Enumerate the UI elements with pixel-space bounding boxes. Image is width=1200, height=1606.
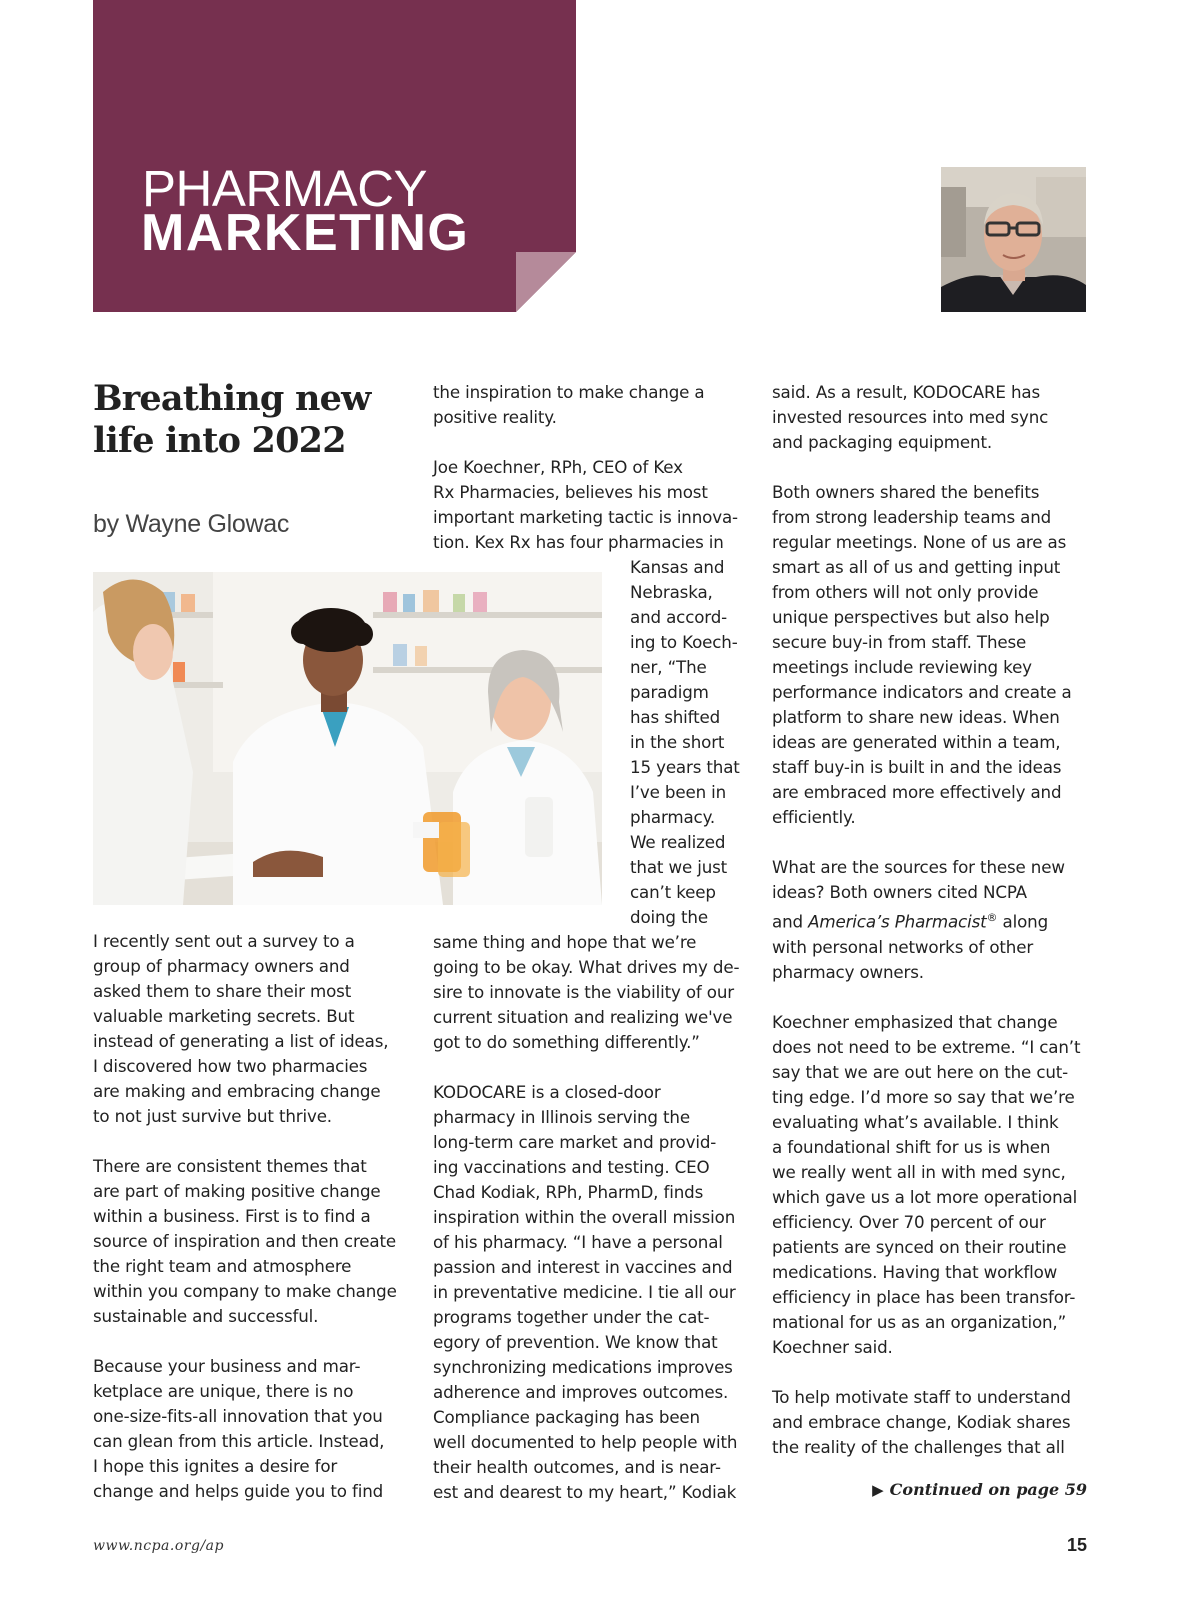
article-byline: by Wayne Glowac (93, 510, 290, 538)
text-line: one-size-fits-all innovation that you (93, 1406, 383, 1426)
text-line: programs together under the cat- (433, 1307, 710, 1327)
section-title: MARKETING (141, 204, 470, 262)
text-line: ing vaccinations and testing. CEO (433, 1157, 710, 1177)
paragraph-gap (93, 1329, 397, 1354)
text-line: What are the sources for these new (772, 857, 1065, 877)
text-line: got to do something differently.” (433, 1032, 700, 1052)
text-line: KODOCARE is a closed-door (433, 1082, 661, 1102)
continued-text: Continued on page 59 (889, 1480, 1087, 1499)
paragraph-gap (772, 985, 1080, 1010)
column-3-text-a (772, 380, 1080, 905)
column-1-text (93, 929, 397, 1504)
text-line: ketplace are unique, there is no (93, 1381, 354, 1401)
paragraph-gap (772, 455, 1080, 480)
text-line: and packaging equipment. (772, 432, 993, 452)
text-line: with personal networks of other (772, 936, 1034, 957)
text-line: We realized (630, 832, 726, 852)
text-line: within a business. First is to find a (93, 1206, 371, 1226)
text-line: are part of making positive change (93, 1181, 381, 1201)
magazine-mention-prefix: and (772, 911, 809, 932)
text-line: the inspiration to make change a (433, 382, 705, 402)
text-line: within you company to make change (93, 1281, 397, 1301)
text-line: positive reality. (433, 407, 557, 427)
text-line: I discovered how two pharmacies (93, 1056, 368, 1076)
text-line: meetings include reviewing key (772, 657, 1032, 677)
text-line: ideas? Both owners cited NCPA (772, 882, 1027, 902)
text-line: Rx Pharmacies, believes his most (433, 482, 708, 502)
text-line: Koechner emphasized that change (772, 1011, 1058, 1032)
text-line: in the short (630, 732, 725, 752)
text-line: are embraced more effectively and (772, 782, 1062, 802)
section-banner (93, 0, 576, 312)
page-number: 15 (1066, 1535, 1087, 1555)
text-line: synchronizing medications improves (433, 1357, 733, 1377)
text-line: egory of prevention. We know that (433, 1332, 718, 1352)
text-line: from others will not only provide (772, 582, 1039, 602)
play-arrow-icon: ▶ (872, 1481, 884, 1499)
text-line: has shifted (630, 707, 721, 727)
text-line: invested resources into med sync (772, 407, 1049, 427)
article-headline: Breathing new life into 2022 (93, 378, 371, 461)
text-line: important marketing tactic is innova- (433, 507, 738, 527)
text-line: Compliance packaging has been (433, 1407, 700, 1427)
text-line: evaluating what’s available. I think (772, 1111, 1059, 1132)
text-line: ideas are generated within a team, (772, 732, 1061, 752)
registered-mark: ® (986, 911, 998, 924)
text-line: can glean from this article. Instead, (93, 1431, 385, 1451)
text-line: I hope this ignites a desire for (93, 1456, 338, 1476)
text-line: regular meetings. None of us are as (772, 532, 1067, 552)
text-line: change and helps guide you to find (93, 1481, 384, 1501)
text-line: long-term care market and provid- (433, 1132, 717, 1152)
magazine-title: America’s Pharmacist (808, 911, 987, 932)
paragraph-gap (433, 1055, 740, 1080)
paragraph-gap (433, 430, 740, 455)
text-line: performance indicators and create a (772, 682, 1072, 702)
text-line: of his pharmacy. “I have a personal (433, 1232, 723, 1252)
text-line: source of inspiration and then create (93, 1231, 396, 1251)
text-line: medications. Having that workflow (772, 1261, 1058, 1282)
text-line: group of pharmacy owners and (93, 956, 350, 976)
text-line: said. As a result, KODOCARE has (772, 382, 1041, 402)
text-line: instead of generating a list of ideas, (93, 1031, 389, 1051)
column-3-text-b (772, 935, 1080, 1460)
text-line: a foundational shift for us is when (772, 1136, 1051, 1157)
magazine-mention-suffix: along (997, 911, 1049, 932)
text-line: pharmacy in Illinois serving the (433, 1107, 690, 1127)
paragraph-gap (772, 830, 1080, 855)
text-line: and embrace change, Kodiak shares (772, 1411, 1071, 1432)
text-line: going to be okay. What drives my de- (433, 957, 740, 977)
text-line: secure buy-in from staff. These (772, 632, 1027, 652)
text-line: tion. Kex Rx has four pharmacies in (433, 532, 724, 552)
column-2-text-bottom (433, 930, 740, 1505)
article-column-1 (93, 929, 397, 1504)
text-line: to not just survive but thrive. (93, 1106, 332, 1126)
text-line: which gave us a lot more operational (772, 1186, 1078, 1207)
column-2-text-top (433, 380, 740, 555)
text-line: pharmacy owners. (772, 961, 924, 982)
author-headshot-photo (941, 167, 1086, 312)
text-line: I’ve been in (630, 782, 727, 802)
text-line: ner, “The (630, 657, 707, 677)
text-line: in preventative medicine. I tie all our (433, 1282, 736, 1302)
author-headshot-illustration (941, 167, 1086, 312)
text-line: Koechner said. (772, 1336, 893, 1357)
continued-notice (872, 1480, 1087, 1499)
text-line: from strong leadership teams and (772, 507, 1052, 527)
text-line: unique perspectives but also help (772, 607, 1050, 627)
text-line: well documented to help people with (433, 1432, 738, 1452)
text-line: mational for us as an organization,” (772, 1311, 1067, 1332)
text-line: paradigm (630, 682, 709, 702)
text-line: There are consistent themes that (93, 1156, 367, 1176)
banner-folded-corner (516, 252, 576, 312)
text-line: say that we are out here on the cut- (772, 1061, 1069, 1082)
text-line: ting edge. I’d more so say that we’re (772, 1086, 1075, 1107)
text-line: efficiency. Over 70 percent of our (772, 1211, 1046, 1232)
text-line: To help motivate staff to understand (772, 1386, 1071, 1407)
text-line: 15 years that (630, 757, 740, 777)
text-line: valuable marketing secrets. But (93, 1006, 355, 1026)
footer-url: www.ncpa.org/ap (93, 1538, 224, 1554)
text-line: are making and embracing change (93, 1081, 381, 1101)
article-column-2 (433, 380, 740, 1505)
paragraph-gap (772, 1360, 1080, 1385)
text-line: passion and interest in vaccines and (433, 1257, 733, 1277)
text-line: Nebraska, (630, 582, 713, 602)
text-line: asked them to share their most (93, 981, 352, 1001)
text-line: Because your business and mar- (93, 1356, 361, 1376)
text-line: sustainable and successful. (93, 1306, 319, 1326)
text-line: est and dearest to my heart,” Kodiak (433, 1482, 737, 1502)
text-line: and accord- (630, 607, 728, 627)
text-line: platform to share new ideas. When (772, 707, 1060, 727)
column-2-text-wrap (433, 555, 740, 930)
text-line: adherence and improves outcomes. (433, 1382, 729, 1402)
text-line: I recently sent out a survey to a (93, 931, 355, 951)
text-line: ing to Koech- (630, 632, 738, 652)
text-line: the right team and atmosphere (93, 1256, 352, 1276)
magazine-mention-line (772, 905, 1080, 935)
text-line: Chad Kodiak, RPh, PharmD, finds (433, 1182, 704, 1202)
text-line: that we just (630, 857, 728, 877)
article-column-3 (772, 380, 1080, 1460)
text-line: sire to innovate is the viability of our (433, 982, 734, 1002)
text-line: inspiration within the overall mission (433, 1207, 736, 1227)
text-line: smart as all of us and getting input (772, 557, 1061, 577)
text-line: we really went all in with med sync, (772, 1161, 1066, 1182)
text-line: efficiency in place has been transfor- (772, 1286, 1076, 1307)
text-line: pharmacy. (630, 807, 716, 827)
text-line: Joe Koechner, RPh, CEO of Kex (433, 457, 683, 477)
text-line: does not need to be extreme. “I can’t (772, 1036, 1081, 1057)
text-line: Kansas and (630, 557, 725, 577)
text-line: efficiently. (772, 807, 856, 827)
text-line: can’t keep (630, 882, 716, 902)
text-line: patients are synced on their routine (772, 1236, 1067, 1257)
text-line: their health outcomes, and is near- (433, 1457, 721, 1477)
text-line: current situation and realizing we've (433, 1007, 733, 1027)
paragraph-gap (93, 1129, 397, 1154)
text-line: Both owners shared the benefits (772, 482, 1040, 502)
section-kicker: PHARMACY (142, 160, 428, 217)
text-line: same thing and hope that we’re (433, 932, 697, 952)
text-line: the reality of the challenges that all (772, 1436, 1065, 1457)
text-line: doing the (630, 907, 708, 927)
text-line: staff buy-in is built in and the ideas (772, 757, 1062, 777)
